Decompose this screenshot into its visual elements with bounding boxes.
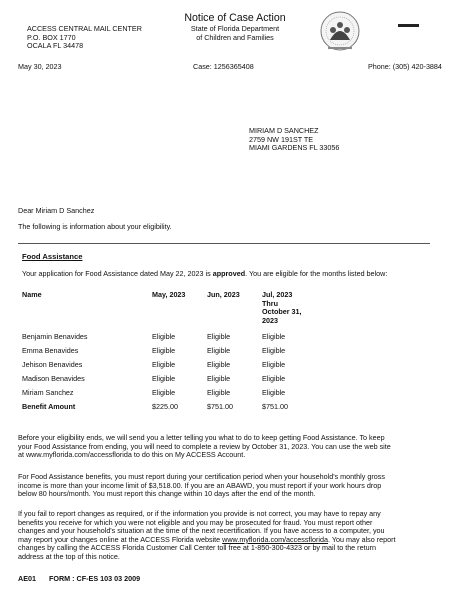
table-row (22, 389, 442, 399)
eligibility-cell: Eligible (262, 360, 286, 369)
column-header-line: Thru (262, 298, 278, 308)
agency-line: State of Florida Department (190, 24, 280, 33)
paragraph-line: benefits you receive for which you were not eligible and you may be prosecuted for fraud. You must report other (18, 517, 373, 527)
table-row (22, 375, 442, 385)
sender-line: ACCESS CENTRAL MAIL CENTER (27, 24, 142, 33)
column-header-line: Jul, 2023 (262, 290, 293, 299)
member-name: Jehison Benavides (22, 360, 83, 369)
paragraph-line: address at the top of this notice. (18, 551, 120, 561)
table-row (22, 361, 442, 371)
approved-status: approved (212, 269, 246, 278)
column-header-line: October 31, (262, 307, 302, 317)
column-header-name: Name (22, 290, 42, 299)
benefit-label: Benefit Amount (22, 402, 76, 411)
paragraph-line: changes and your household's situation at the time of the next recertification. If you have access to a computer, you (18, 526, 385, 536)
access-florida-link[interactable]: www.myflorida.com/accessflorida (222, 534, 329, 544)
review-paragraph (18, 434, 391, 460)
eligibility-cell: Eligible (262, 332, 286, 341)
paragraph-line: For Food Assistance benefits, you must report during your certification period when your household's monthly gross (18, 472, 385, 481)
column-header-line: 2023 (262, 315, 278, 325)
state-seal-icon (318, 10, 362, 54)
paragraph-line: below 80 hours/month. You must report this change within 10 days after the end of the month. (18, 489, 316, 499)
table-row (22, 333, 442, 343)
footer-form: FORM : CF-ES 103 03 2009 (49, 574, 141, 583)
table-header (22, 291, 442, 331)
application-status (22, 270, 387, 279)
member-name: Miriam Sanchez (22, 388, 74, 397)
section-divider (18, 243, 430, 244)
paragraph-line: your Food Assistance from ending, you will need to complete a review by October 31, 2023. You can use the web site (18, 441, 391, 451)
member-name: Emma Benavides (22, 346, 79, 355)
notice-title: Notice of Case Action (184, 12, 286, 24)
application-text: . You are eligible for the months listed below: (245, 269, 388, 278)
sender-line: OCALA FL 34478 (27, 41, 84, 51)
eligibility-cell: Eligible (207, 388, 231, 397)
eligibility-cell: Eligible (152, 332, 176, 341)
benefit-amount: $225.00 (152, 402, 178, 411)
notice-heading (175, 12, 295, 42)
recipient-line: MIAMI GARDENS FL 33056 (249, 143, 340, 153)
column-header-may: May, 2023 (152, 290, 186, 299)
greeting: Dear Miriam D Sanchez (18, 206, 95, 215)
eligibility-cell: Eligible (207, 346, 231, 355)
recipient-line: MIRIAM D SANCHEZ (249, 126, 319, 135)
paragraph-line: changes by calling the ACCESS Florida Customer Call Center toll free at 1-850-300-4323 or by mail to the return (18, 543, 376, 553)
paragraph-text: may report your changes online at the ACCESS Florida website (18, 534, 223, 544)
column-header-jul (262, 291, 302, 325)
section-title: Food Assistance (22, 252, 83, 261)
eligibility-cell: Eligible (152, 374, 176, 383)
eligibility-cell: Eligible (207, 374, 231, 383)
eligibility-cell: Eligible (152, 346, 176, 355)
application-text: Your application for Food Assistance dated May 22, 2023 is (22, 269, 213, 278)
eligibility-cell: Eligible (207, 360, 231, 369)
paragraph-line: at www.myflorida.com/accessflorida to do this on My ACCESS Account. (18, 450, 246, 460)
intro-text: The following is information about your eligibility. (18, 222, 172, 231)
phone-number: Phone: (305) 420-3884 (368, 62, 442, 71)
eligibility-cell: Eligible (152, 360, 176, 369)
paragraph-line: income is more than your income limit of $3,518.00. If you are an ABAWD, you must report if your work hours drop (18, 480, 382, 490)
sender-line: P.O. BOX 1770 (27, 32, 76, 42)
benefit-amount: $751.00 (262, 402, 288, 411)
eligibility-cell: Eligible (262, 346, 286, 355)
agency-line: of Children and Families (196, 32, 274, 42)
eligibility-cell: Eligible (262, 374, 286, 383)
notice-date: May 30, 2023 (18, 62, 62, 71)
paragraph-line: Before your eligibility ends, we will send you a letter telling you what to do to keep getting Food Assistance. To keep (18, 433, 385, 442)
eligibility-cell: Eligible (207, 332, 231, 341)
sender-address (27, 25, 142, 51)
paragraph-text: . You may also report (328, 534, 396, 544)
table-row (22, 347, 442, 357)
column-header-jun: Jun, 2023 (207, 290, 240, 299)
paragraph-line: If you fail to report changes as required, or if the information you provide is not correct, you may have to repay any (18, 509, 381, 518)
member-name: Madison Benavides (22, 374, 85, 383)
eligibility-cell: Eligible (152, 388, 176, 397)
case-number: Case: 1256365408 (193, 62, 254, 71)
recipient-line: 2759 NW 191ST TE (249, 134, 314, 144)
eligibility-cell: Eligible (262, 388, 286, 397)
reporting-paragraph (18, 473, 385, 499)
footer-code: AE01 (18, 574, 36, 583)
benefit-row (22, 403, 442, 413)
changes-paragraph (18, 510, 396, 562)
recipient-address (249, 127, 339, 153)
member-name: Benjamin Benavides (22, 332, 88, 341)
benefit-amount: $751.00 (207, 402, 233, 411)
header-mark (398, 24, 419, 27)
